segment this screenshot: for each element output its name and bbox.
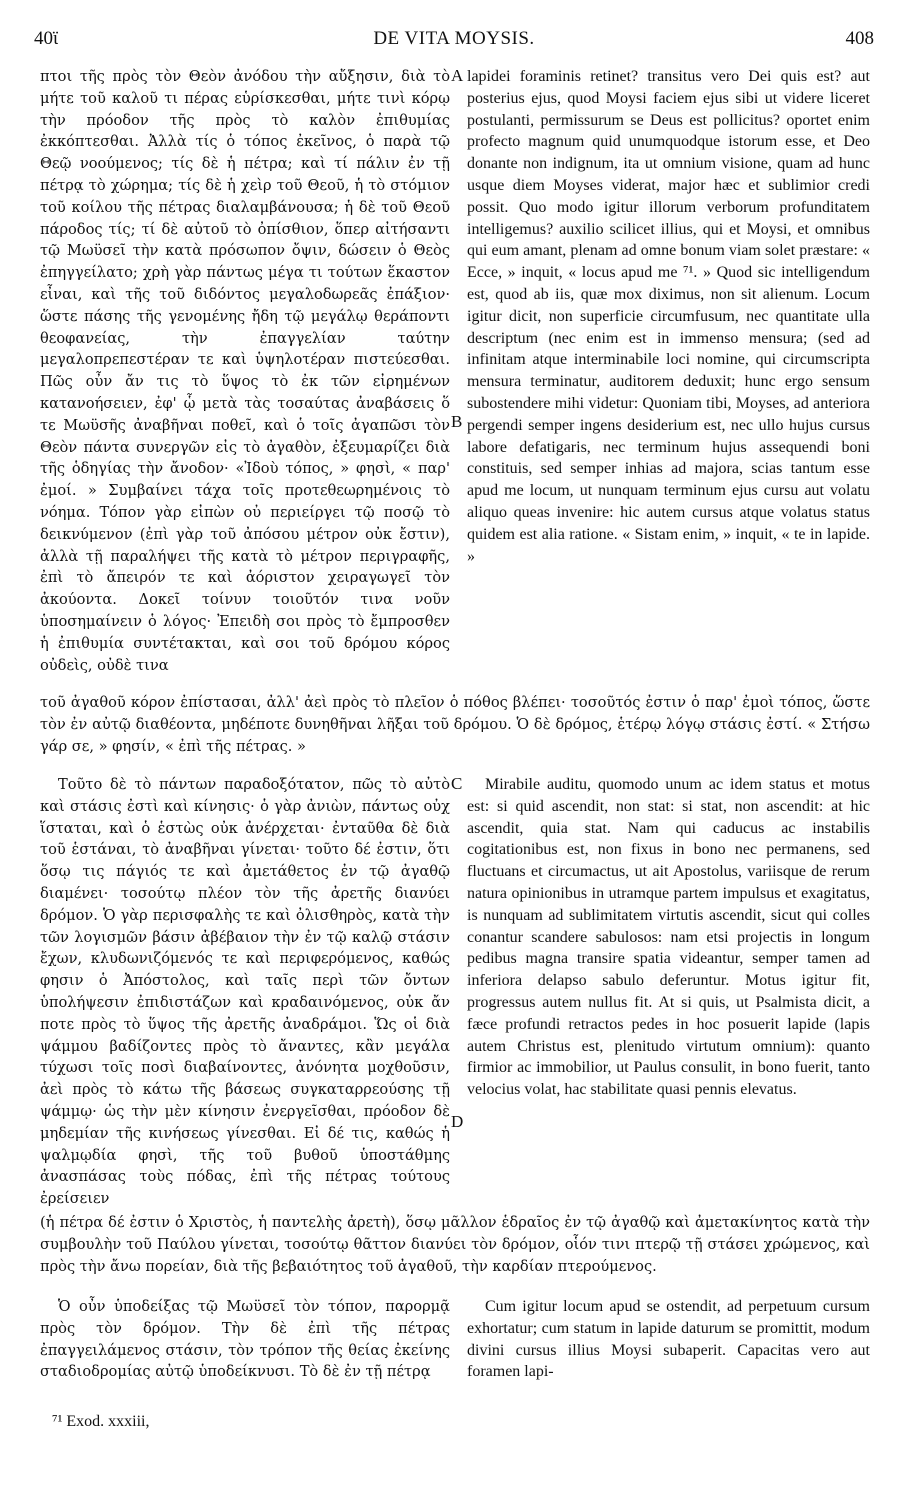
- running-title: DE VITA MOYSIS.: [373, 28, 535, 49]
- page-header: [34, 28, 874, 56]
- greek-full-width-1: [40, 692, 870, 757]
- margin-marker-d: D: [451, 1112, 464, 1131]
- latin-column-block-3: [467, 1296, 870, 1383]
- greek-text-full-2: (ἡ πέτρα δέ ἐστιν ὁ Χριστὸς, ἡ παντελὴς ἀρετὴ), ὅσῳ μᾶλλον ἑδραῖος ἐν τῷ ἀγαθῷ καὶ ἀμετακίνητος κατὰ τὴν συμβουλὴν τοῦ Παύλου γίνεται, τοσούτῳ θᾶττον διανύει τὸν δρόμον, οἷόν τινι πτερῷ τῇ στάσει χρώμενος, καὶ πρὸς τὴν ἄνω πορείαν, διὰ τῆς βεβαιότητος τοῦ ἀγαθοῦ, τὴν καρδίαν πτερούμενος.: [40, 1214, 870, 1275]
- footnote: ⁷¹ Exod. xxxiii,: [52, 1413, 150, 1430]
- greek-text-block-1: πτοι τῆς πρὸς τὸν Θεὸν ἀνόδου τὴν αὔξησιν, διὰ τὸ μήτε τοῦ καλοῦ τι πέρας εὑρίσκεσθαι, μήτε τινὶ κόρῳ τὴν πρόοδον τῆς πρὸς τὸ καλὸν ἐπιθυμίας ἐκκόπτεσθαι. Ἀλλὰ τίς ὁ τόπος ἐκεῖνος, ὁ παρὰ τῷ Θεῷ νοούμενος; τίς δὲ ἡ πέτρα; καὶ τί πάλιν ἐν τῇ πέτρᾳ τὸ χώρημα; τίς δὲ ἡ χεὶρ τοῦ Θεοῦ, ἡ τὸ στόμιον τοῦ κοίλου τῆς πέτρας διαλαμβάνουσα; ἡ δὲ τοῦ Θεοῦ πάροδος τίς; τί δὲ αὐτοῦ τὸ ὀπίσθιον, ὅπερ αἰτήσαντι τῷ Μωϋσεῖ τὴν κατὰ πρόσωπον ὄψιν, δώσειν ὁ Θεὸς ἐπηγγείλατο; χρὴ γὰρ πάντως μέγα τι τούτων ἕκαστον εἶναι, καὶ τῆς τοῦ διδόντος μεγαλοδωρεᾶς ἐπάξιον· ὥστε πάσης τῆς γενομένης ἤδη τῷ μεγάλῳ θεράποντι θεοφανείας, τὴν ἐπαγγελίαν ταύτην μεγαλοπρεπεστέραν τε καὶ ὑψηλοτέραν πιστεύεσθαι. Πῶς οὖν ἄν τις τὸ ὕψος τὸ ἐκ τῶν εἰρημένων κατανοήσειεν, ἐφ' ᾧ μετὰ τὰς τοσαύτας ἀναβάσεις ὅ τε Μωϋσῆς ἀναβῆναι ποθεῖ, καὶ ὁ τοῖς ἀγαπῶσι τὸν Θεὸν πάντα συνεργῶν εἰς τὸ ἀγαθὸν, ἐξευμαρίζει διὰ τῆς ὁδηγίας τὴν ἄνοδον· «Ἰδοὺ τόπος, » φησὶ, « παρ' ἐμοί. » Συμβαίνει τάχα τοῖς προτεθεωρημένοις τὸ νόημα. Τόπον γὰρ εἰπὼν οὐ περιείργει τῷ ποσῷ τὸ δεικνύμενον (ἐπὶ γὰρ τοῦ ἀπόσου μέτρον οὐκ ἔστιν), ἀλλὰ τῇ παραλήψει τῆς κατὰ τὸ μέτρον περιγραφῆς, ἐπὶ τὸ ἄπειρόν τε καὶ ἀόριστον χειραγωγεῖ τὸν ἀκούοντα. Δοκεῖ τοίνυν τοιοῦτόν τινα νοῦν ὑποσημαίνειν ὁ λόγος· Ἐπειδὴ σοι πρὸς τὸ ἔμπροσθεν ἡ ἐπιθυμία συντέτακται, καὶ σοι τοῦ δρόμου κόρος οὐδεὶς, οὐδὲ τινα: [40, 68, 450, 674]
- greek-column-block-1: [40, 66, 450, 676]
- page-number-left: 40ϊ: [34, 28, 59, 49]
- margin-marker-a: A: [451, 66, 464, 85]
- page-number-right: 408: [845, 28, 874, 49]
- greek-column-block-2: [40, 774, 450, 1210]
- greek-column-block-3: [40, 1296, 450, 1383]
- latin-text-block-1: lapidei foraminis retinet? transitus vero Dei quis est? aut posterius ejus, quod Moysi faciem ejus sibi ut videre liceret postulanti, permissurum se Deus est pollicitus? oportet enim profecto magnum quid unumquodque istorum esse, et Deo donante non indignum, ita ut omnium visione, quam ad hunc usque diem Moyses viderat, major hæc et sublimior credi possit. Quo modo igitur illorum verborum profunditatem intelligemus? auxilio scilicet illius, qui et Moysi, et omnibus qui eum amant, plenam ad omne bonum viam solet præstare: « Ecce, » inquit, « locus apud me ⁷¹. » Quod sic intelligendum est, quod ab iis, quæ mox diximus, non sit alienum. Locum igitur dicit, non superficie circumfusum, nec quantitate ulla descriptum (nec enim est in immenso mensura; (sed ad infinitam atque interminabile loci nomine, qui circumscripta mensura terminatur, auditorem deduxit; hunc ergo sensum subostendere mihi videtur: Quoniam tibi, Moyses, ad anteriora pergendi semper ingens desiderium est, nec ullo hujus cursus labore defatigaris, nec terminum hujus assequendi boni constituis, sed semper inhias ad majora, scias tantum esse apud me locum, ut nunquam terminum ejus cursu aut volatu aliquo queas invenire: hic autem cursus atque volatus status quidem est alia ratione. « Sistam enim, » inquit, « te in lapide. »: [467, 68, 870, 565]
- latin-text-block-3: Cum igitur locum apud se ostendit, ad perpetuum cursum exhortatur; cum statum in lapide daturum se promittit, modum divini cursus illius Moysi subaperit. Capacitas vero aut foramen lapi-: [467, 1298, 870, 1381]
- latin-text-block-2: Mirabile auditu, quomodo unum ac idem status et motus est: si quid ascendit, non stat: si stat, non ascendit: at hic ascendit, quia stat. Nam qui caducus ac instabilis cogitationibus est, non fixus in bono nec permanens, sed fluctuans et circumactus, ut ait Apostolus, variisque de rerum natura opinionibus in utramque partem impulsus et exagitatus, is nunquam ad sublimitatem virtutis ascendit, sicut qui colles conantur scandere sabulosos: nam etsi projectis in longum pedibus magna transire spatia videantur, semper tamen ad inferiora delapso sabulo deferuntur. Motus igitur fit, progressus autem nullus fit. At si quis, ut Psalmista dicit, a fæce profundi retractos pedes in hoc posuerit lapide (lapis autem Christus est, plenitudo virtutum omnium): quanto firmior ac immobilior, ut Paulus consulit, in bono fuerit, tanto velocius volat, hac stabilitate quasi pennis elevatus.: [467, 776, 870, 1099]
- latin-column-block-1: [467, 66, 870, 567]
- greek-full-width-2: [40, 1212, 870, 1277]
- greek-text-block-3: Ὁ οὖν ὑποδείξας τῷ Μωϋσεῖ τὸν τόπον, παρορμᾷ πρὸς τὸν δρόμον. Τὴν δὲ ἐπὶ τῆς πέτρας ἐπαγγειλάμενος στάσιν, τὸν τρόπον τῆς θείας ἐκείνης σταδιοδρομίας αὐτῷ ὑποδείκνυσι. Τὸ δὲ ἐν τῇ πέτρᾳ: [40, 1298, 450, 1381]
- latin-column-block-2: [467, 774, 870, 1101]
- greek-text-full-1: τοῦ ἀγαθοῦ κόρον ἐπίστασαι, ἀλλ' ἀεὶ πρὸς τὸ πλεῖον ὁ πόθος βλέπει· τοσοῦτός ἐστιν ὁ παρ' ἐμοὶ τόπος, ὥστε τὸν ἐν αὐτῷ διαθέοντα, μηδέποτε δυνηθῆναι λῆξαι τοῦ δρόμου. Ὁ δὲ δρόμος, ἑτέρῳ λόγῳ στάσις ἐστί. « Στήσω γάρ σε, » φησίν, « ἐπὶ τῆς πέτρας. »: [40, 694, 870, 755]
- greek-text-block-2: Τοῦτο δὲ τὸ πάντων παραδοξότατον, πῶς τὸ αὐτὸ καὶ στάσις ἐστὶ καὶ κίνησις· ὁ γὰρ ἀνιὼν, πάντως οὐχ ἵσταται, καὶ ὁ ἑστὼς οὐκ ἀνέρχεται· ἐνταῦθα δὲ διὰ τοῦ ἑστάναι, τὸ ἀναβῆναι γίνεται· τοῦτο δέ ἐστιν, ὅτι ὅσῳ τις πάγιός τε καὶ ἀμετάθετος ἐν τῷ ἀγαθῷ διαμένει· τοσούτῳ πλέον τὸν τῆς ἀρετῆς διανύει δρόμον. Ὁ γὰρ περισφαλὴς τε καὶ ὀλισθηρὸς, κατὰ τὴν τῶν λογισμῶν βάσιν ἀβέβαιον τὴν ἐν τῷ καλῷ στάσιν ἔχων, κλυδωνιζόμενός τε καὶ περιφερόμενος, καθώς φησιν ὁ Ἀπόστολος, καὶ ταῖς περὶ τῶν ὄντων ὑπολήψεσιν ἐπιδιστάζων καὶ κραδαινόμενος, οὐκ ἄν ποτε πρὸς τὸ ὕψος τῆς ἀρετῆς ἀναδράμοι. Ὥς οἱ διὰ ψάμμου βαδίζοντες πρὸς τὸ ἄναντες, κἂν μεγάλα τύχωσι τοῖς ποσὶ διαβαίνοντες, ἀνόνητα μοχθοῦσιν, ἀεὶ πρὸς τὸ κάτω τῆς βάσεως συγκαταρρεούσης τῇ ψάμμῳ· ὡς τὴν μὲν κίνησιν ἐνεργεῖσθαι, πρόοδον δὲ μηδεμίαν τῆς κινήσεως γίνεσθαι. Εἰ δέ τις, καθώς ἡ ψαλμῳδία φησὶ, τῆς τοῦ βυθοῦ ὑποστάθμης ἀνασπάσας τοὺς πόδας, ἐπὶ τῆς πέτρας τούτους ἐρείσειεν: [40, 776, 450, 1208]
- margin-marker-b: B: [451, 412, 463, 431]
- margin-marker-c: C: [451, 774, 463, 793]
